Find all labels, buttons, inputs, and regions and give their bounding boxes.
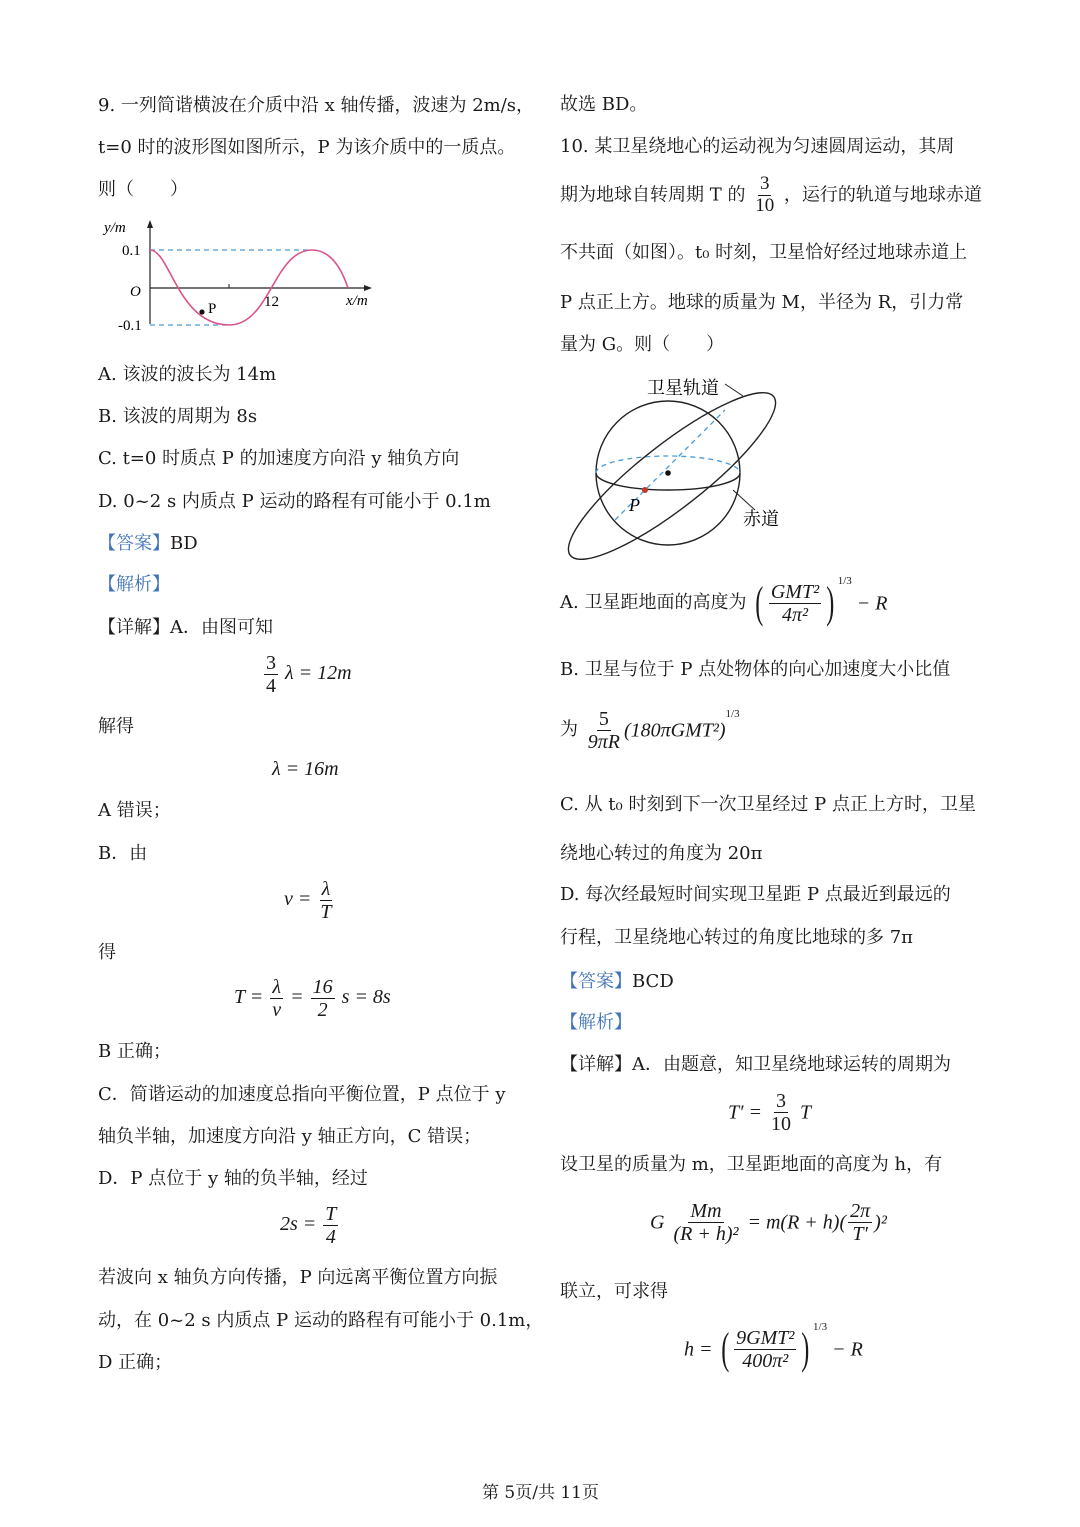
- a-exp: 1/3: [837, 575, 852, 587]
- q10-eq-gravity: [650, 1200, 887, 1245]
- eq-den: 4: [266, 675, 276, 697]
- q10-option-a: [560, 576, 888, 626]
- q10-line2: [560, 174, 982, 217]
- eq-lhs: T′ =: [728, 1101, 762, 1124]
- q9-de: 得: [98, 942, 116, 963]
- detail-text: A．由图可知: [170, 617, 273, 638]
- q10-line2a: 期为地球自转周期 T 的: [560, 184, 746, 206]
- equator-label: 赤道: [743, 509, 779, 529]
- option-a-math: ( $\frac{\text{GMT²}}{\text{4π²}}$ ) $^{1/3}$ − R: [755, 575, 888, 628]
- b-exp: 1/3: [725, 708, 740, 721]
- prev-answer: 故选 BD。: [560, 94, 648, 115]
- q9-stem-line1: 9. 一列简谐横波在介质中沿 x 轴传播，波速为 2m/s，: [98, 95, 535, 116]
- q9-eq-velocity: [284, 878, 336, 923]
- eq-den: T: [320, 901, 332, 923]
- q10-option-c-line2: 绕地心转过的角度为 20π: [560, 843, 763, 864]
- q10-line3: 不共面（如图）。t₀ 时刻，卫星恰好经过地球赤道上: [560, 242, 968, 263]
- wave-graph: [98, 216, 388, 341]
- eq-g: G: [650, 1211, 665, 1234]
- eq-d1: v: [272, 999, 282, 1021]
- eq-den: 4: [325, 1226, 336, 1248]
- q10-option-b-line2: [560, 708, 740, 753]
- q10-line2b: ，运行的轨道与地球赤道: [783, 184, 982, 206]
- eq-d2: T′: [852, 1223, 868, 1245]
- eq-n2: 16: [312, 976, 333, 998]
- answer-value: BD: [170, 533, 198, 554]
- q10-lianli: 联立，可求得: [560, 1281, 668, 1302]
- q10-detail-a: [560, 1056, 951, 1074]
- q10-option-b-line1: B. 卫星与位于 P 点处物体的向心加速度大小比值: [560, 659, 951, 680]
- option-a-text: A. 卫星距地面的高度为: [560, 592, 747, 613]
- graph-ylabel: y/m: [104, 220, 126, 236]
- q9-eq-time: [280, 1203, 340, 1248]
- eq-rest: λ = 12m: [285, 662, 352, 685]
- eq-num: λ: [321, 878, 331, 900]
- eq-lhs: v =: [284, 888, 312, 911]
- answer-value: BCD: [632, 971, 674, 992]
- eq-exp: 1/3: [813, 1321, 828, 1333]
- graph-ytick-top: 0.1: [122, 243, 141, 259]
- q9-answer: [98, 535, 198, 553]
- eq-end: )²: [874, 1211, 887, 1234]
- frac-num: 3: [759, 173, 770, 194]
- q10-analysis-tag: 【解析】: [560, 1012, 632, 1033]
- q10-line1: 10. 某卫星绕地心的运动视为匀速圆周运动，其周: [560, 136, 955, 157]
- eq-den: 10: [771, 1113, 791, 1135]
- q10-eq-period: [728, 1090, 811, 1135]
- detail-text: A．由题意，知卫星绕地球运转的周期为: [632, 1054, 951, 1075]
- frac-den: 10: [755, 194, 775, 216]
- graph-xlabel: x/m: [346, 293, 368, 309]
- eq-lhs: T =: [234, 986, 264, 1009]
- a-num: GMT²: [770, 580, 820, 603]
- eq-mid: = m(R + h)(: [747, 1211, 847, 1234]
- q9-stem-line2: t=0 时的波形图如图所示，P 为该介质中的一质点。: [98, 137, 516, 158]
- graph-origin: O: [130, 284, 141, 300]
- orbit-label: 卫星轨道: [647, 378, 719, 398]
- eq-rest: T: [800, 1101, 812, 1124]
- eq-num: Mm: [690, 1200, 722, 1222]
- b-body: (180πGMT²): [623, 719, 726, 742]
- q9-jiede: 解得: [98, 716, 134, 737]
- q10-line5: 量为 G。则（ ）: [560, 334, 725, 355]
- q10-option-d-line1: D. 每次经最短时间实现卫星距 P 点最近到最远的: [560, 884, 951, 905]
- q9-d-line4: D 正确；: [98, 1352, 173, 1373]
- q9-option-b: B. 该波的周期为 8s: [98, 406, 258, 427]
- q9-eq-lambda: λ = 16m: [272, 758, 339, 780]
- a-den: 4π²: [781, 603, 808, 626]
- q9-d-line2: 若波向 x 轴负方向传播，P 向远离平衡位置方向振: [98, 1267, 498, 1288]
- eq-n2: 2π: [850, 1200, 871, 1222]
- q9-option-c: C. t=0 时质点 P 的加速度方向沿 y 轴负方向: [98, 448, 460, 469]
- detail-tag: 【详解】: [98, 617, 170, 638]
- q10-line4: P 点正上方。地球的质量为 M，半径为 R，引力常: [560, 292, 964, 313]
- eq-lhs: h =: [684, 1338, 713, 1361]
- q10-answer: [560, 973, 674, 991]
- eq-rest: s = 8s: [341, 986, 391, 1009]
- q9-b-by: B．由: [98, 843, 148, 864]
- eq-den: (R + h)²: [673, 1223, 739, 1245]
- graph-xtick: 12: [264, 294, 279, 310]
- q9-c-line2: 轴负半轴，加速度方向沿 y 轴正方向，C 错误；: [98, 1126, 482, 1147]
- satellite-diagram: [555, 370, 795, 560]
- eq-num: 3: [776, 1090, 786, 1112]
- q9-c-line1: C．简谐运动的加速度总指向平衡位置，P 点位于 y: [98, 1084, 506, 1105]
- q9-a-wrong: A 错误；: [98, 800, 171, 821]
- graph-ytick-bottom: -0.1: [118, 318, 142, 334]
- b-den: 9πR: [587, 731, 620, 753]
- q9-option-a: A. 该波的波长为 14m: [98, 364, 277, 385]
- q9-b-right: B 正确；: [98, 1041, 171, 1062]
- q10-set-line: 设卫星的质量为 m，卫星距地面的高度为 h，有: [560, 1154, 943, 1175]
- eq-tail: − R: [832, 1338, 863, 1361]
- detail-tag: 【详解】: [560, 1054, 632, 1075]
- q9-eq-wavelength: [262, 652, 352, 697]
- q10-eq-height: h = ( $\frac{\text{9GMT²}}{\text{400π²}}$ ) $^{1/3}$ − R: [684, 1321, 863, 1374]
- eq-lhs: 2s =: [280, 1213, 317, 1236]
- answer-tag: 【答案】: [560, 971, 632, 992]
- eq-num: T: [325, 1203, 337, 1225]
- option-b-wei: 为: [560, 719, 578, 741]
- eq-num: 9GMT²: [736, 1326, 795, 1349]
- q10-frac: [753, 174, 776, 217]
- b-num: 5: [598, 708, 609, 730]
- eq-den: 400π²: [742, 1349, 789, 1372]
- answer-tag: 【答案】: [98, 533, 170, 554]
- q10-option-c-line1: C. 从 t₀ 时刻到下一次卫星经过 P 点正上方时，卫星: [560, 794, 977, 815]
- graph-point-label: P: [208, 301, 217, 317]
- a-tail: − R: [856, 592, 888, 615]
- q9-eq-period: [234, 976, 391, 1021]
- diagram-point-label: P: [629, 495, 640, 515]
- eq-n1: λ: [272, 976, 282, 998]
- q9-d-line3: 动，在 0~2 s 内质点 P 运动的路程有可能小于 0.1m，: [98, 1310, 544, 1331]
- q9-stem-line3: 则（ ）: [98, 179, 188, 200]
- q10-option-d-line2: 行程，卫星绕地心转过的角度比地球的多 7π: [560, 927, 914, 948]
- q9-d-line: D．P 点位于 y 轴的负半轴，经过: [98, 1168, 368, 1189]
- q9-option-d: D. 0~2 s 内质点 P 运动的路程有可能小于 0.1m: [98, 491, 491, 512]
- page-footer: 第 5页/共 11页: [482, 1483, 599, 1503]
- q9-analysis-tag: 【解析】: [98, 574, 170, 595]
- eq-num: 3: [266, 652, 276, 674]
- eq-d2: 2: [317, 999, 328, 1021]
- eq-eq: =: [290, 986, 304, 1009]
- q9-detail-a: [98, 619, 273, 637]
